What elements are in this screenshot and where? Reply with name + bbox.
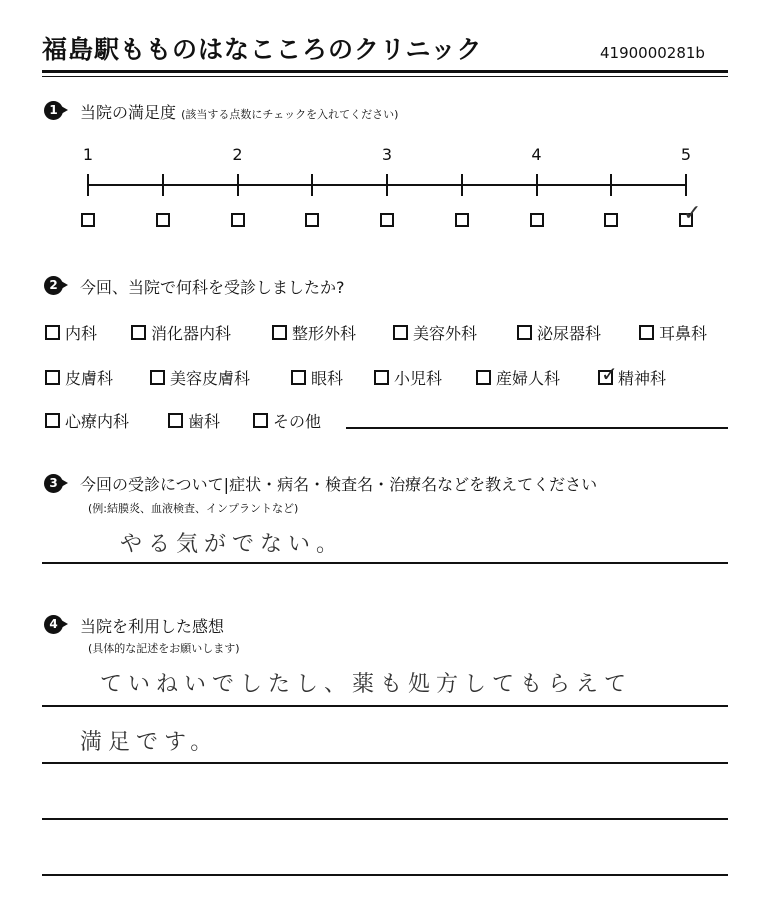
department-option[interactable] [253,409,321,432]
department-option[interactable] [150,366,250,389]
scale-checkbox[interactable] [380,213,394,227]
scale-checkbox[interactable] [231,213,245,227]
q3-answer-line [42,562,728,564]
scale-label: 3 [381,145,393,164]
department-option[interactable] [45,366,113,389]
form-id: 4190000281b [600,44,705,62]
scale-checkbox[interactable] [305,213,319,227]
scale-tick [162,174,164,196]
department-label: 消化器内科 [151,324,232,343]
department-label: 耳鼻科 [659,324,708,343]
q3-answer[interactable]: やる気がでない。 [120,532,345,557]
department-option[interactable] [598,366,666,389]
department-label: 精神科 [618,369,667,388]
department-checkbox[interactable] [393,325,408,340]
scale-tick [237,174,239,196]
department-option[interactable] [131,321,231,344]
scale-tick [685,174,687,196]
department-checkbox[interactable] [476,370,491,385]
department-checkbox[interactable] [253,413,268,428]
department-option[interactable] [272,321,356,344]
department-option[interactable] [639,321,707,344]
department-checkbox[interactable] [374,370,389,385]
department-checkbox[interactable] [598,370,613,385]
scale-tick [386,174,388,196]
department-label: 皮膚科 [65,369,114,388]
department-checkbox[interactable] [45,370,60,385]
q4-answer-line1[interactable]: ていねいでしたし、薬も処方してもらえて [100,672,633,697]
department-option[interactable] [45,321,97,344]
department-checkbox[interactable] [272,325,287,340]
department-label: 眼科 [311,369,344,388]
department-checkbox[interactable] [131,325,146,340]
header-rule-top [42,70,728,73]
department-label: 歯科 [188,412,221,431]
department-label: 泌尿器科 [537,324,602,343]
q3-badge: 3 [44,474,63,493]
department-option[interactable] [393,321,477,344]
department-checkbox[interactable] [517,325,532,340]
scale-tick [87,174,89,196]
department-label: 心療内科 [65,412,130,431]
q4-answer-line2[interactable]: 満足です。 [80,730,219,755]
q3-note: (例:結膜炎、血液検査、インプラントなど) [88,502,299,515]
scale-tick [461,174,463,196]
department-option[interactable] [168,409,220,432]
scale-tick [311,174,313,196]
q4-note: (具体的な記述をお願いします) [88,642,240,655]
scale-checkbox[interactable] [679,201,702,227]
department-checkbox[interactable] [168,413,183,428]
scale-tick [536,174,538,196]
department-option[interactable] [374,366,442,389]
department-option[interactable] [517,321,601,344]
department-label: 小児科 [394,369,443,388]
q2-badge: 2 [44,276,63,295]
department-label: 美容外科 [413,324,478,343]
other-write-line [346,427,728,429]
scale-label: 2 [232,145,243,164]
q4-answer-line-2 [42,762,728,764]
q4-answer-line-3 [42,818,728,820]
q1-title [80,100,398,123]
department-option[interactable] [476,366,560,389]
department-checkbox[interactable] [45,413,60,428]
department-label: 産婦人科 [496,369,561,388]
header-rule-bottom [42,76,728,77]
q4-title: 当院を利用した感想 [80,617,225,636]
q3-title: 今回の受診について|症状・病名・検査名・治療名などを教えてください [80,475,598,494]
q1-note: (該当する点数にチェックを入れてください) [181,108,399,121]
department-checkbox[interactable] [150,370,165,385]
department-label: 内科 [65,324,98,343]
department-option[interactable] [291,366,343,389]
q1-title-text: 当院の満足度 [80,103,177,122]
scale-checkbox[interactable] [530,213,544,227]
department-checkbox[interactable] [639,325,654,340]
department-checkbox[interactable] [291,370,306,385]
scale-label: 5 [680,145,692,164]
department-label: その他 [273,412,322,431]
q1-badge: 1 [44,101,63,120]
scale-checkbox[interactable] [604,213,618,227]
scale-label: 1 [82,145,94,164]
q4-answer-line-1 [42,705,728,707]
q4-answer-line-4 [42,874,728,876]
department-label: 整形外科 [292,324,357,343]
department-label: 美容皮膚科 [170,369,251,388]
check-mark-icon: ✓ [683,201,702,226]
q2-title: 今回、当院で何科を受診しましたか? [80,278,345,297]
q4-badge: 4 [44,615,63,634]
scale-checkbox[interactable] [455,213,469,227]
department-option[interactable] [45,409,129,432]
department-checkbox[interactable] [45,325,60,340]
scale-checkbox[interactable] [156,213,170,227]
page-title: 福島駅もものはなこころのクリニック [42,35,483,64]
scale-tick [610,174,612,196]
scale-checkbox[interactable] [81,213,95,227]
scale-label: 4 [531,145,542,164]
